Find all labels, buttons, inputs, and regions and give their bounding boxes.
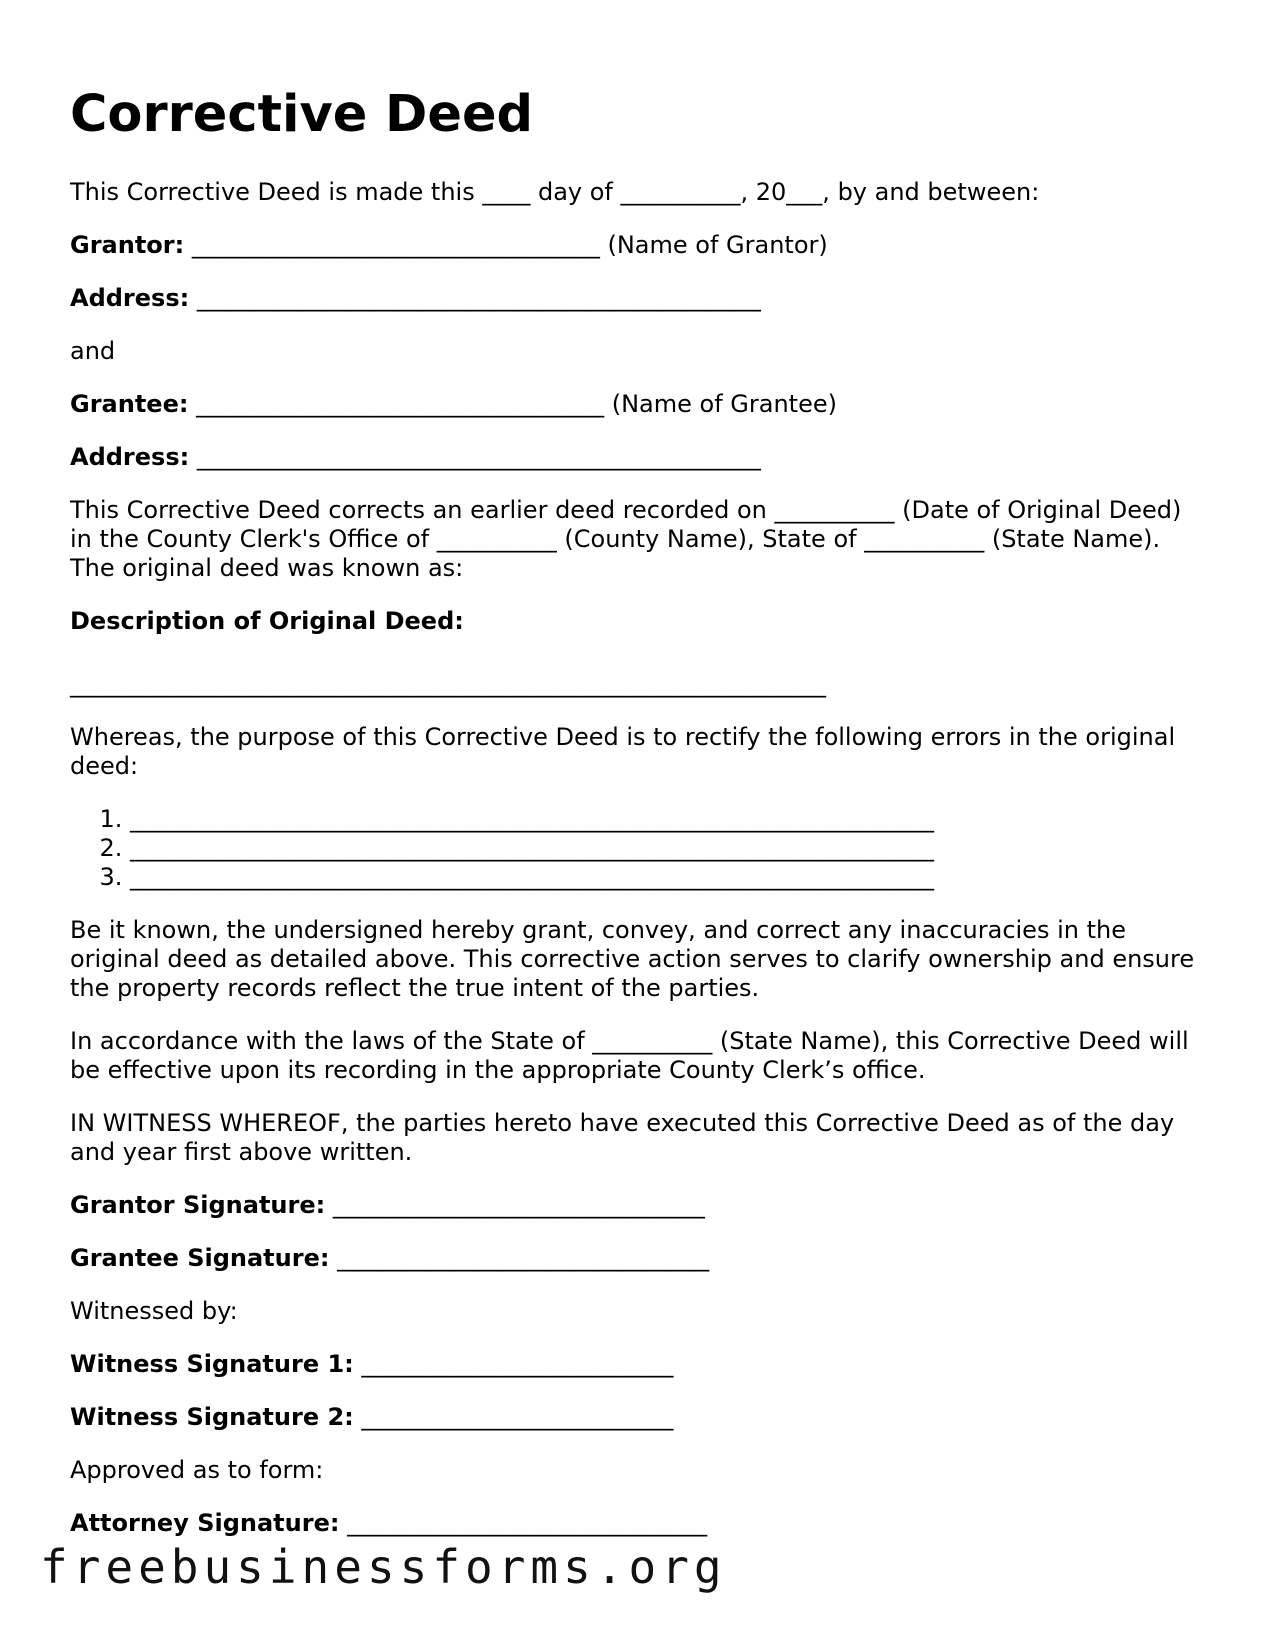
attorney-signature-field: ______________________________: [339, 1509, 708, 1538]
list-item: 2. ___________________________________________________________________: [130, 834, 1200, 863]
description-line: _______________________________________________________________: [70, 670, 826, 699]
be-it-known-paragraph: Be it known, the undersigned hereby grant, convey, and correct any inaccuracies in the original deed as detailed above. This corrective action serves to clarify ownership and ensure the property records reflect the true intent of the parties.: [70, 916, 1195, 1003]
witness-signature-2-field: __________________________: [353, 1403, 674, 1432]
grantor-signature-line: [70, 1191, 1200, 1220]
attorney-signature-line: [70, 1509, 1200, 1538]
grantee-label: Grantee:: [70, 390, 189, 419]
approved-text: Approved as to form:: [70, 1456, 324, 1485]
attorney-signature-label: Attorney Signature:: [70, 1509, 340, 1538]
grantor-address-line: [70, 284, 1200, 313]
grantee-signature-line: [70, 1244, 1200, 1273]
grantee-address-field: _______________________________________________: [189, 443, 761, 472]
accordance-paragraph: In accordance with the laws of the State of __________ (State Name), this Corrective Deed will be effective upon its recording in the appropriate County Clerk’s office.: [70, 1027, 1189, 1085]
grantee-line: [70, 390, 1200, 419]
whereas-paragraph: Whereas, the purpose of this Corrective Deed is to rectify the following errors in the original deed:: [70, 723, 1176, 781]
grantee-signature-field: _______________________________: [329, 1244, 710, 1273]
witness-signature-2-line: [70, 1403, 1200, 1432]
document-page: [70, 84, 1200, 1562]
grantor-field: __________________________________ (Name of Grantor): [184, 231, 828, 260]
witnessed-by-text: Witnessed by:: [70, 1297, 238, 1326]
errors-list: [70, 805, 1200, 892]
watermark-text: freebusinessforms.org: [40, 1540, 727, 1594]
description-heading-text: Description of Original Deed:: [70, 607, 464, 636]
list-item: 3. ___________________________________________________________________: [130, 863, 1200, 892]
corrects-paragraph: This Corrective Deed corrects an earlier deed recorded on __________ (Date of Original Deed) in the County Clerk's Office of __________ (County Name), State of __________ (State Name). The original deed was known as:: [70, 496, 1182, 583]
witness-signature-1-field: __________________________: [353, 1350, 674, 1379]
grantee-field: __________________________________ (Name of Grantee): [188, 390, 837, 419]
intro-paragraph: This Corrective Deed is made this ____ day of __________, 20___, by and between:: [70, 178, 1040, 207]
grantee-signature-label: Grantee Signature:: [70, 1244, 330, 1273]
grantee-address-line: [70, 443, 1200, 472]
witness-signature-1-label: Witness Signature 1:: [70, 1350, 354, 1379]
page-title: Corrective Deed: [70, 85, 534, 144]
witness-signature-2-label: Witness Signature 2:: [70, 1403, 354, 1432]
grantor-signature-label: Grantor Signature:: [70, 1191, 326, 1220]
grantor-address-field: _______________________________________________: [189, 284, 761, 313]
and-text: and: [70, 337, 116, 366]
grantor-signature-field: _______________________________: [325, 1191, 705, 1220]
grantor-line: [70, 231, 1200, 260]
witness-signature-1-line: [70, 1350, 1200, 1379]
grantor-label: Grantor:: [70, 231, 185, 260]
list-item: 1. ___________________________________________________________________: [130, 805, 1200, 834]
grantor-address-label: Address:: [70, 284, 190, 313]
grantee-address-label: Address:: [70, 443, 190, 472]
witness-whereof-paragraph: IN WITNESS WHEREOF, the parties hereto have executed this Corrective Deed as of the day and year first above written.: [70, 1109, 1175, 1167]
description-heading: [70, 607, 1200, 636]
